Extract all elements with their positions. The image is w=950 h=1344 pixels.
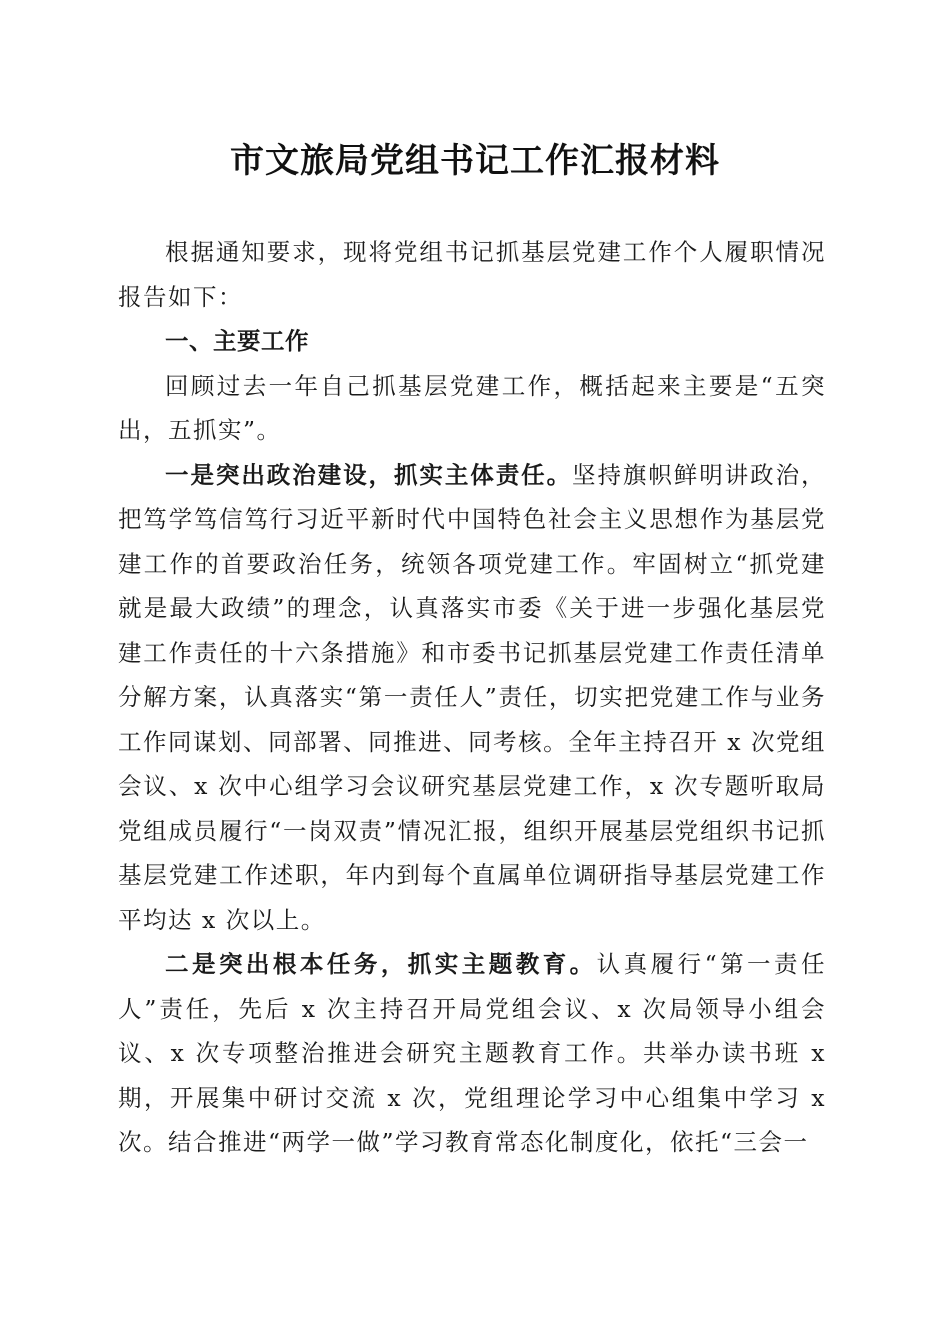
document-title: 市文旅局党组书记工作汇报材料 [230,141,720,181]
document-body [118,230,826,1165]
point-2-lead: 二是突出根本任务，抓实主题教育。 [165,950,597,978]
point-2-paragraph [118,942,826,1165]
point-1-paragraph [118,453,826,943]
intro-paragraph: 根据通知要求，现将党组书记抓基层党建工作个人履职情况报告如下： [118,238,826,311]
section-heading: 一、主要工作 [165,327,309,355]
summary-paragraph: 回顾过去一年自己抓基层党建工作，概括起来主要是“五突出，五抓实”。 [118,371,826,444]
point-1-body: 坚持旗帜鲜明讲政治，把笃学笃信笃行习近平新时代中国特色社会主义思想作为基层党建工作的首要政治任务，统领各项党建工作。牢固树立“抓党建就是最大政绩”的理念，认真落实市委《关于进一步强化基层党建工作责任的十六条措施》和市委书记抓基层党建工作责任清单分解方案，认真落实“第一责任人”责任，切实把党建工作与业务工作同谋划、同部署、同推进、同考核。全年主持召开 x 次党组会议、x 次中心组学习会议研究基层党建工作，x 次专题听取局党组成员履行“一岗双责”情况汇报，组织开展基层党组织书记抓基层党建工作述职，年内到每个直属单位调研指导基层党建工作平均达 x 次以上。 [118,460,827,934]
point-2-body: 认真履行“第一责任人”责任，先后 x 次主持召开局党组会议、x 次局领导小组会议、x 次专项整治推进会研究主题教育工作。共举办读书班 x 期，开展集中研讨交流 x 次，党组理论学习中心组集中学习 x 次。结合推进“两学一做”学习教育常态化制度化，依托“三会一 [118,950,826,1156]
point-1-lead: 一是突出政治建设，抓实主体责任。 [165,460,573,489]
